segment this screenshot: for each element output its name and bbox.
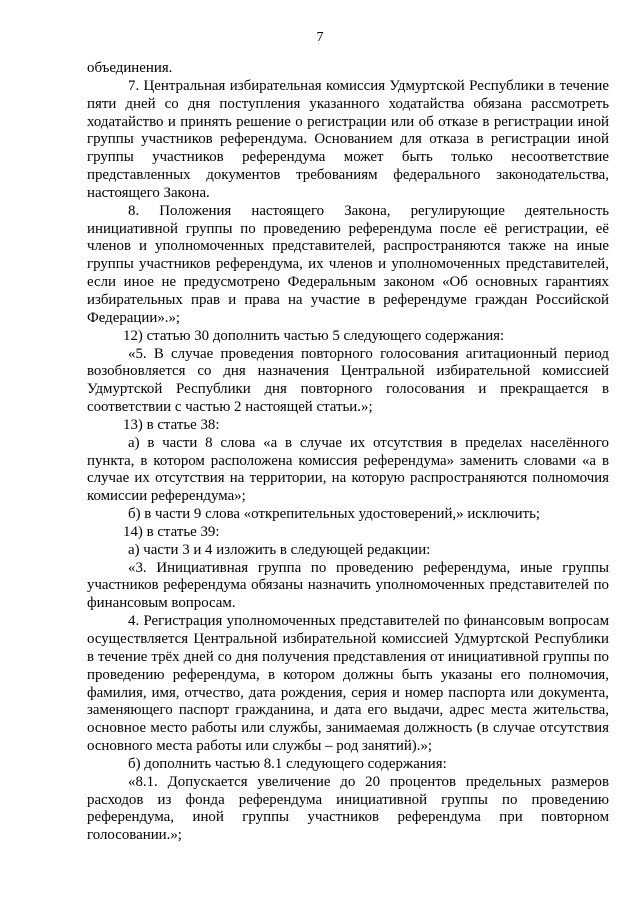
paragraph-part-8-1-text: «8.1. Допускается увеличение до 20 процентов предельных размеров расходов из фонда референдума инициативной группы по проведению референдума, иной группы участников референдума при повторном голосовании.»;: [87, 773, 609, 844]
paragraph-continuation: объединения.: [87, 60, 173, 76]
paragraph-part-7: 7. Центральная избирательная комиссия Удмуртской Республики в течение пяти дней со дня поступления указанного ходатайства обязана рассмотреть ходатайство и принять решение о регистрации или об отказе в регистрации иной группы участников референдума. Основанием для отказа в регистрации иной группы участников референдума может быть только несоответствие представленных документов требованиям федерального законодательства, настоящего Закона.: [87, 77, 609, 201]
paragraph-item-12: 12) статью 30 дополнить частью 5 следующего содержания:: [123, 327, 505, 344]
paragraph-item-13: 13) в статье 38:: [123, 416, 220, 433]
document-body: [87, 60, 609, 845]
paragraph-item-13-a: а) в части 8 слова «а в случае их отсутствия в пределах населённого пункта, в котором расположена комиссия референдума» заменить словами «а в случае их отсутствия на территории, на которую распространяются полномочия комиссии референдума»;: [87, 434, 609, 505]
paragraph-part-3-text: «3. Инициативная группа по проведению референдума, иные группы участников референдума обязаны назначить уполномоченных представителей по финансовым вопросам.: [87, 559, 609, 612]
paragraph-part-4-text: 4. Регистрация уполномоченных представителей по финансовым вопросам осуществляется Центральной избирательной комиссией Удмуртской Республики в течение трёх дней со дня получения представления от инициативной группы по проведению референдума, в котором должны быть указаны его полномочия, фамилия, имя, отчество, дата рождения, серия и номер паспорта или документа, заменяющего паспорт гражданина, и дата его выдачи, адрес места жительства, основное место работы или службы, занимаемая должность (в случае отсутствия основного места работы или службы – род занятий).»;: [87, 613, 609, 755]
paragraph-part-5-text: «5. В случае проведения повторного голосования агитационный период возобновляется со дня назначения Центральной избирательной комиссией Удмуртской Республики дня повторного голосования и прекращается в соответствии с частью 2 настоящей статьи.»;: [87, 345, 609, 416]
page-number: 7: [316, 30, 324, 45]
paragraph-item-14-a: а) части 3 и 4 изложить в следующей редакции:: [128, 541, 431, 558]
paragraph-item-13-b: б) в части 9 слова «открепительных удостоверений,» исключить;: [128, 506, 541, 523]
paragraph-item-14: 14) в статье 39:: [123, 523, 220, 540]
paragraph-part-8: 8. Положения настоящего Закона, регулирующие деятельность инициативной группы по проведению референдума после её регистрации, её членов и уполномоченных представителей, распространяются также на иные группы участников референдума, их членов и уполномоченных представителей, если иное не предусмотрено Федеральным законом «Об основных гарантиях избирательных прав и права на участие в референдуме граждан Российской Федерации».»;: [87, 202, 609, 326]
paragraph-item-14-b: б) дополнить частью 8.1 следующего содержания:: [128, 755, 447, 772]
